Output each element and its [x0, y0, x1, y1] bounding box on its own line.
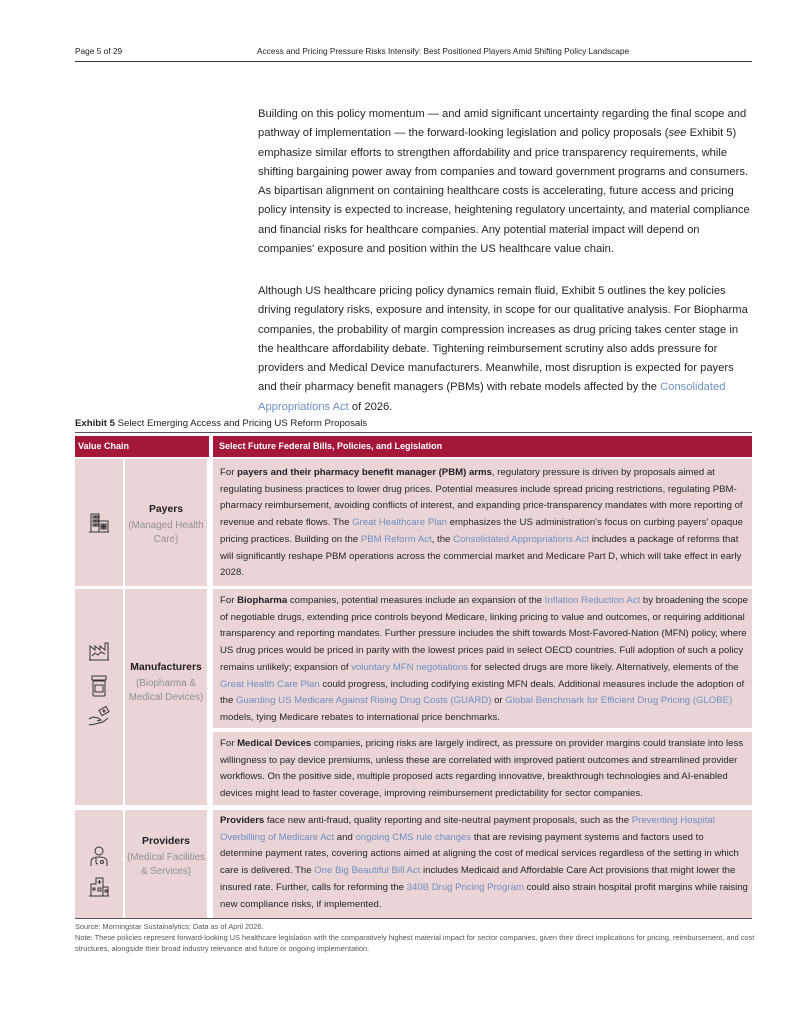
factory-icon — [88, 640, 110, 662]
page-number: Page 5 of 29 — [75, 46, 123, 56]
medical-device-hand-icon — [87, 705, 111, 727]
manufacturers-label — [127, 661, 205, 706]
policies-header: Select Future Federal Bills, Policies, and Legislation — [219, 441, 443, 451]
consolidated-appropriations-act-link[interactable]: Consolidated Appropriations Act — [258, 381, 726, 413]
great-healthcare-plan-link[interactable]: Great Healthcare Plan — [352, 517, 450, 529]
table-bottom-rule — [75, 918, 752, 919]
providers-name: Providers — [142, 836, 190, 847]
340b-program-link[interactable]: 340B Drug Pricing Program — [406, 881, 524, 893]
providers-sub: (Medical Facilities & Services) — [127, 851, 205, 878]
preventing-hospital-overbilling-link[interactable]: Preventing Hospital Overbilling of Medicare Act — [220, 815, 715, 843]
source-note: Source: Morningstar Sustainalytics; Data as of April 2026. — [75, 922, 264, 931]
cms-rule-changes-link[interactable]: ongoing CMS rule changes — [355, 831, 472, 843]
hospital-icon — [88, 875, 110, 897]
globe-model-link[interactable]: Global Benchmark for Efficient Drug Pricing (GLOBE) — [505, 695, 733, 707]
manufacturers-sub: (Biopharma & Medical Devices) — [128, 677, 204, 704]
great-health-care-plan-link[interactable]: Great Health Care Plan — [220, 678, 320, 690]
pbm-reform-act-link[interactable]: PBM Reform Act — [360, 533, 432, 545]
report-title: Access and Pricing Pressure Risks Intensify: Best Positioned Players Amid Shifting Policy Landscape — [257, 46, 630, 56]
devices-description: For Medical Devices companies, pricing risks are largely indirect, as pressure on provider margins could translate into less willingness to pay device premiums, unless these are correlated with improved patient outcomes and streamlined provider workflows. On the positive side, multiple proposed acts regarding innovative, breakthrough technologies and AI-enabled devices might lead to faster coverage, improving reimbursement predictability for sector companies. — [220, 738, 744, 800]
pill-bottle-icon — [89, 674, 109, 698]
exhibit-rule — [75, 432, 752, 433]
guard-model-link[interactable]: Guarding US Medicare Against Rising Drug Costs (GUARD) — [236, 695, 492, 707]
payers-label — [127, 503, 205, 548]
payers-description: For payers and their pharmacy benefit manager (PBM) arms, regulatory pressure is driven by proposals aimed at regulating business practices to lower drug prices. Potential measures include spread pricing restrictions, regulating PBM-pharmacy reimbursement, avoiding conflicts of interest, and expanding price-transparency mandates with more reporting of revenue and rebate flows. The Great Healthcare Plan emphasizes the US administration's focus on curbing payers' opaque pricing practices. Building on the PBM Reform Act, the Consolidated Appropriations Act includes a package of reforms that will significantly reshape PBM operations across the commercial market and Medicare Part D, which will take effect in early 2028. — [220, 467, 743, 579]
payers-sub: (Managed Health Care) — [128, 519, 204, 546]
inflation-reduction-act-link[interactable]: Inflation Reduction Act — [544, 595, 641, 606]
biopharma-description: For Biopharma companies, potential measures include an expansion of the Inflation Reduction Act by broadening the scope of negotiable drugs, extending price controls beyond Medicare, linking pricing to value and outcomes, or requiring additional transparency and reporting mandates. Further pressure includes the shift towards Most-Favored-Nation (MFN) policy, where US drug prices would be priced in parity with the lowest prices paid in select OECD countries. Full adoption of such a policy remains unlikely; expansion of voluntary MFN negotiations for selected drugs are more likely. Alternatively, elements of the Great Health Care Plan could progress, including codifying existing MFN deals. Additional measures include the adoption of the Guarding US Medicare Against Rising Drug Costs (GUARD) or Global Benchmark for Efficient Drug Pricing (GLOBE) models, tying Medicare rebates to international price benchmarks. — [220, 595, 748, 723]
page-header — [75, 44, 751, 60]
intro-paragraph-1: Building on this policy momentum — and amid significant uncertainty regarding the final scope and pathway of implementation — the forward-looking legislation and policy proposals (see Exhibit 5) emphasize similar efforts to strengthen affordability and price transparency requirements, while shifting bargaining power away from companies and toward government programs and consumers. As bipartisan alignment on containing healthcare costs is accelerating, future access and pricing policy intensity is expected to increase, heightening regulatory uncertainty, and material compliance and financial risks for healthcare companies. Any potential material impact will depend on companies' exposure and position within the US healthcare value chain. — [258, 108, 750, 256]
payers-name: Payers — [148, 504, 184, 515]
table-header — [75, 436, 752, 457]
one-big-beautiful-bill-act-link[interactable]: One Big Beautiful Bill Act — [314, 865, 421, 877]
header-rule — [75, 61, 752, 62]
doctor-icon — [88, 845, 110, 867]
providers-description: Providers face new anti-fraud, quality reporting and site-neutral payment proposals, such as the Preventing Hospital Overbilling of Medicare Act and ongoing CMS rule changes that are revising payment systems and factors used to determine payment rates, covering actions aimed at aligning the cost of medical services regardless of the setting in which care is delivered. The One Big Beautiful Bill Act includes Medicaid and Affordable Care Act provisions that might lower the insured rate. Further, calls for reforming the 340B Drug Pricing Program could also strain hospital profit margins while raising new compliance risks, if implemented. — [220, 815, 748, 910]
consolidated-appropriations-act-link-2[interactable]: Consolidated Appropriations Act — [453, 533, 590, 545]
building-icon — [88, 512, 110, 534]
intro-paragraph-2: Although US healthcare pricing policy dynamics remain fluid, Exhibit 5 outlines the key policies driving regulatory risks, exposure and intensity, in scope for our qualitative analysis. For Biopharma companies, the probability of margin compression increases as drug pricing takes center stage in the healthcare affordability debate. Tightening reimbursement scrutiny also adds pressure for providers and Medical Device manufacturers. Meanwhile, most disruption is expected for payers and their pharmacy benefit managers (PBMs) with rebate models affected by the Consolidated Appropriations Act of 2026. — [258, 285, 748, 413]
exhibit-title: Exhibit 5 Select Emerging Access and Pricing US Reform Proposals — [75, 418, 368, 429]
manufacturers-name: Manufacturers — [130, 662, 202, 673]
footnote: Note: These policies represent forward-looking US healthcare legislation with the comparatively highest material impact for sector companies, given their direct implications for pricing, reimbursement, and cost structures, alongside their broad industry relevance and future or ongoing implementation. — [75, 933, 755, 953]
voluntary-mfn-negotiations-link[interactable]: voluntary MFN negotiations — [351, 661, 468, 673]
value-chain-header: Value Chain — [78, 441, 130, 451]
providers-label — [127, 835, 205, 880]
